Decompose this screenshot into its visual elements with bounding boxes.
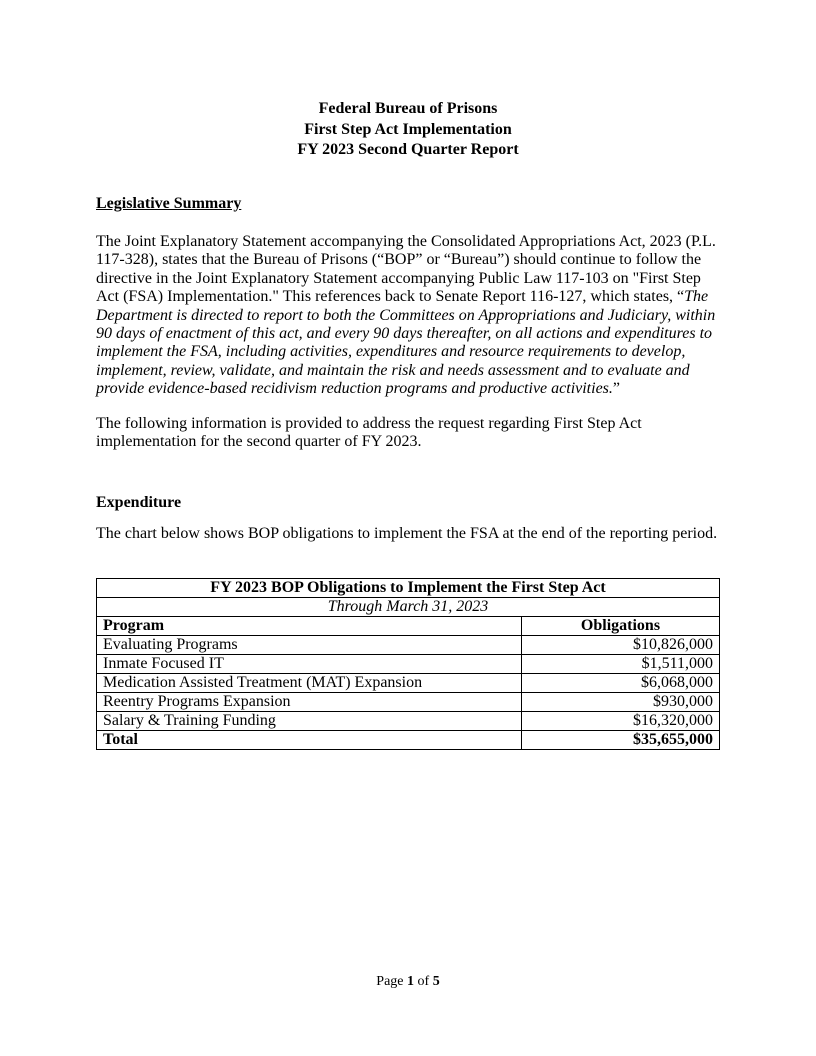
amount-cell: $6,068,000 [522, 674, 720, 693]
column-header-obligations: Obligations [522, 617, 720, 636]
expenditure-heading: Expenditure [96, 494, 182, 511]
senate-report-quote: The Department is directed to report to both the Committees on Appropriations and Judiciary, within 90 days of enactment of this act, and every 90 days thereafter, on all actions and expenditures to implement the FSA, including activities, expenditures and resource requirements to develop, implement, review, validate, and maintain the risk and needs assessment and to evaluate and provide evidence-based recidivism reduction programs and productive activities. [96, 288, 716, 398]
table-row [97, 636, 720, 655]
total-page-count: 5 [432, 974, 440, 989]
table-header-row [97, 617, 720, 636]
table-subtitle: Through March 31, 2023 [97, 598, 720, 617]
table-subtitle-row [97, 598, 720, 617]
table-total-row [97, 731, 720, 750]
program-cell: Medication Assisted Treatment (MAT) Expansion [97, 674, 522, 693]
table-title-row [97, 579, 720, 598]
column-header-program: Program [97, 617, 522, 636]
obligations-table [96, 578, 720, 750]
program-cell: Evaluating Programs [97, 636, 522, 655]
table-row [97, 674, 720, 693]
amount-cell: $16,320,000 [522, 712, 720, 731]
total-label: Total [97, 731, 522, 750]
request-paragraph: The following information is provided to address the request regarding First Step Act implementation for the second quarter of FY 2023. [96, 415, 642, 451]
page-footer [0, 974, 816, 990]
report-period-title: FY 2023 Second Quarter Report [297, 141, 519, 158]
report-title-block [96, 99, 720, 161]
table-title: FY 2023 BOP Obligations to Implement the First Step Act [97, 579, 720, 598]
expenditure-intro: The chart below shows BOP obligations to implement the FSA at the end of the reporting period. [96, 525, 718, 542]
program-cell: Salary & Training Funding [97, 712, 522, 731]
program-cell: Reentry Programs Expansion [97, 693, 522, 712]
table-row [97, 693, 720, 712]
legislative-summary-heading: Legislative Summary [96, 195, 242, 212]
closing-quote-mark: ” [612, 380, 621, 398]
table-row [97, 712, 720, 731]
table-row [97, 655, 720, 674]
program-title: First Step Act Implementation [304, 120, 512, 138]
page-word: Page [376, 974, 404, 989]
total-amount: $35,655,000 [522, 731, 720, 750]
legislative-summary-paragraph [96, 233, 724, 399]
agency-title: Federal Bureau of Prisons [318, 100, 498, 117]
amount-cell: $1,511,000 [522, 655, 720, 674]
paragraph-text: The Joint Explanatory Statement accompanying the Consolidated Appropriations Act, 2023 (P.L. 117-328), states that the Bureau of Prisons (“BOP” or “Bureau”) should continue to follow the directive in the Joint Explanatory Statement accompanying Public Law 117-103 on "First Step Act (FSA) Implementation." This references back to Senate Report 116-127, which states, “ [96, 233, 716, 306]
program-cell: Inmate Focused IT [97, 655, 522, 674]
amount-cell: $10,826,000 [522, 636, 720, 655]
current-page-number: 1 [407, 974, 415, 989]
amount-cell: $930,000 [522, 693, 720, 712]
of-word: of [417, 974, 430, 989]
